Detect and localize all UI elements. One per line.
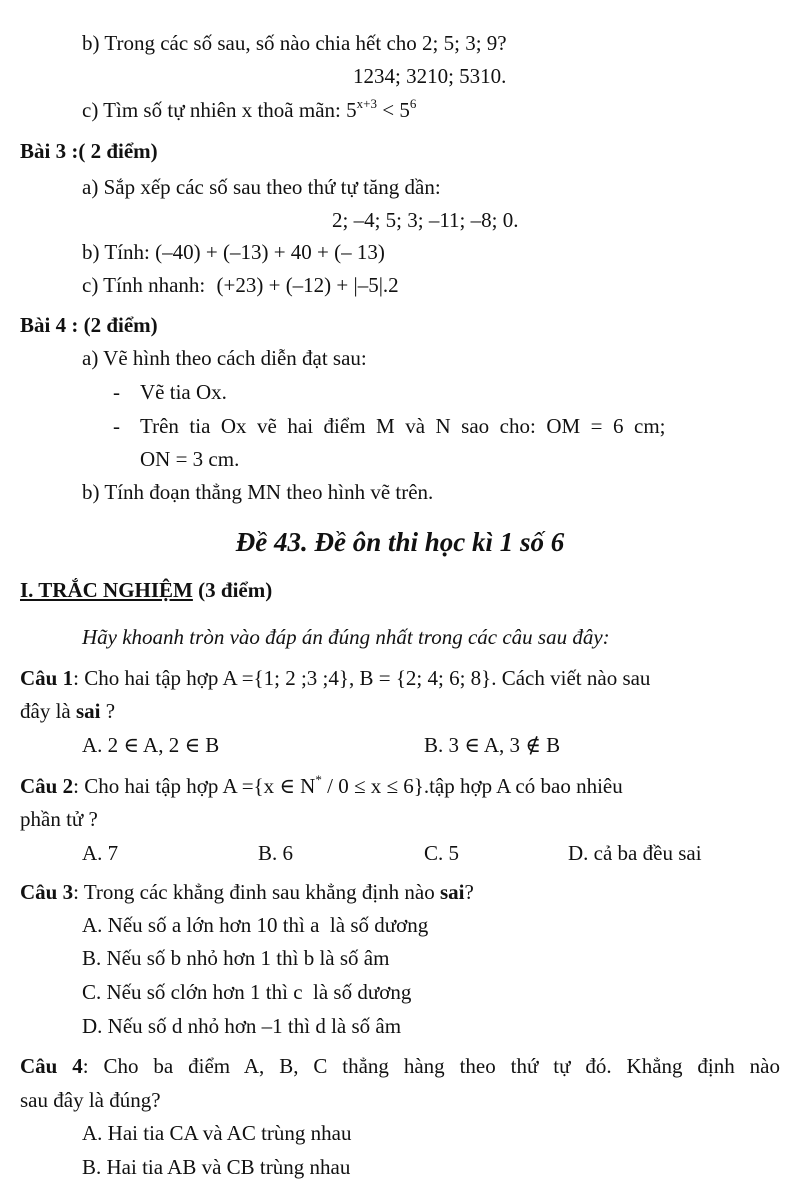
q1-option-a[interactable]: A. 2 ∈ A, 2 ∈ B [82,733,220,757]
q3-keyword-sai: sai [439,880,465,904]
q3-text-c: ? [464,880,474,904]
q3-option-d[interactable]: D. Nếu số d nhỏ hơn –1 thì d là số âm [82,1014,402,1038]
q2-line2: phần tử ? [20,807,98,831]
q3-option-c[interactable]: C. Nếu số clớn hơn 1 thì c là số dương [82,980,412,1004]
power-exponent-1: x+3 [356,96,377,111]
bai4-a-question: a) Vẽ hình theo cách diễn đạt sau: [82,346,367,370]
q1-text-1: : Cho hai tập hợp A ={1; 2 ;3 ;4}, B = {2; 4; 6; 8}. Cách viết nào sau [73,666,651,690]
bai2-c-inequality [346,98,416,122]
inequality-sign: < [376,98,400,122]
q1-option-b[interactable]: B. 3 ∈ A, 3 ∉ B [424,733,561,757]
bai4-step1: Vẽ tia Ox. [140,380,227,404]
bai3-title: Bài 3 :( 2 điểm) [20,139,158,163]
instruction: Hãy khoanh tròn vào đáp án đúng nhất trong các câu sau đây: [82,625,610,649]
power-base-1: 5 [346,98,357,122]
q2-line1 [20,774,623,798]
q1-keyword-sai: sai [75,699,101,723]
bai3-b-label: b) Tính: [82,240,156,264]
q4-line2: sau đây là đúng? [20,1088,161,1112]
q3-label: Câu 3 [20,880,74,904]
bai3-b-expression: (–40) + (–13) + 40 + (– 13) [155,240,385,264]
power-exponent-2: 6 [409,96,417,111]
q2-option-d[interactable]: D. cả ba đều sai [568,841,702,865]
q4-text-1: : Cho ba điểm A, B, C thẳng hàng theo thứ tự đó. Khẳng định nào [82,1054,780,1078]
q3-option-b[interactable]: B. Nếu số b nhỏ hơn 1 thì b là số âm [82,946,390,970]
q1-text-2c: ? [100,699,116,723]
q2-text-1a: : Cho hai tập hợp A ={x ∈ N [73,774,316,798]
q1-line2 [20,699,115,723]
q2-option-b[interactable]: B. 6 [258,841,294,865]
bai4-title: Bài 4 : (2 điểm) [20,313,158,337]
section-label: I. TRẮC NGHIỆM [20,578,193,602]
bai4-step2-bullet: - [113,414,120,438]
exam-title: Đề 43. Đề ôn thi học kì 1 số 6 [235,527,565,557]
q3-option-a[interactable]: A. Nếu số a lớn hơn 10 thì a là số dương [82,913,429,937]
bai4-step1-bullet: - [113,380,120,404]
bai4-step2-line2: ON = 3 cm. [140,447,240,471]
q2-text-1b: / 0 ≤ x ≤ 6}.tập hợp A có bao nhiêu [321,774,623,798]
bai3-c-question [82,273,399,297]
bai3-b-question [82,240,385,264]
bai2-b-numbers: 1234; 3210; 5310. [353,64,507,88]
q2-option-c[interactable]: C. 5 [424,841,460,865]
q3-text-a: : Trong các khẳng đinh sau khẳng định nào [73,880,440,904]
bai3-a-question: a) Sắp xếp các số sau theo thứ tự tăng dần: [82,175,441,199]
bai3-a-numbers: 2; –4; 5; 3; –11; –8; 0. [332,208,519,232]
q1-text-2a: đây là [20,699,76,723]
power-base-2: 5 [399,98,410,122]
q4-option-a[interactable]: A. Hai tia CA và AC trùng nhau [82,1121,352,1145]
bai2-c-question [82,98,416,122]
q2-label: Câu 2 [20,774,74,798]
bai2-b-question: b) Trong các số sau, số nào chia hết cho 2; 5; 3; 9? [82,31,507,55]
q2-option-a[interactable]: A. 7 [82,841,119,865]
q2-text-1-superscript: * [315,772,322,787]
q1-label: Câu 1 [20,666,74,690]
bai4-b-question: b) Tính đoạn thẳng MN theo hình vẽ trên. [82,480,434,504]
section-points: (3 điểm) [192,578,273,602]
q4-line1 [20,1054,780,1078]
bai3-c-expression: (+23) + (–12) + |–5|.2 [216,273,399,297]
bai4-step2-line1: Trên tia Ox vẽ hai điểm M và N sao cho: OM = 6 cm; [140,414,666,438]
q3-line1 [20,880,474,904]
q1-line1 [20,666,650,690]
q4-option-b[interactable]: B. Hai tia AB và CB trùng nhau [82,1155,351,1179]
bai2-c-text: c) Tìm số tự nhiên x thoã mãn: [82,98,347,122]
q4-label: Câu 4 [20,1054,83,1078]
section-heading [20,578,272,602]
bai3-c-label: c) Tính nhanh: [82,273,211,297]
